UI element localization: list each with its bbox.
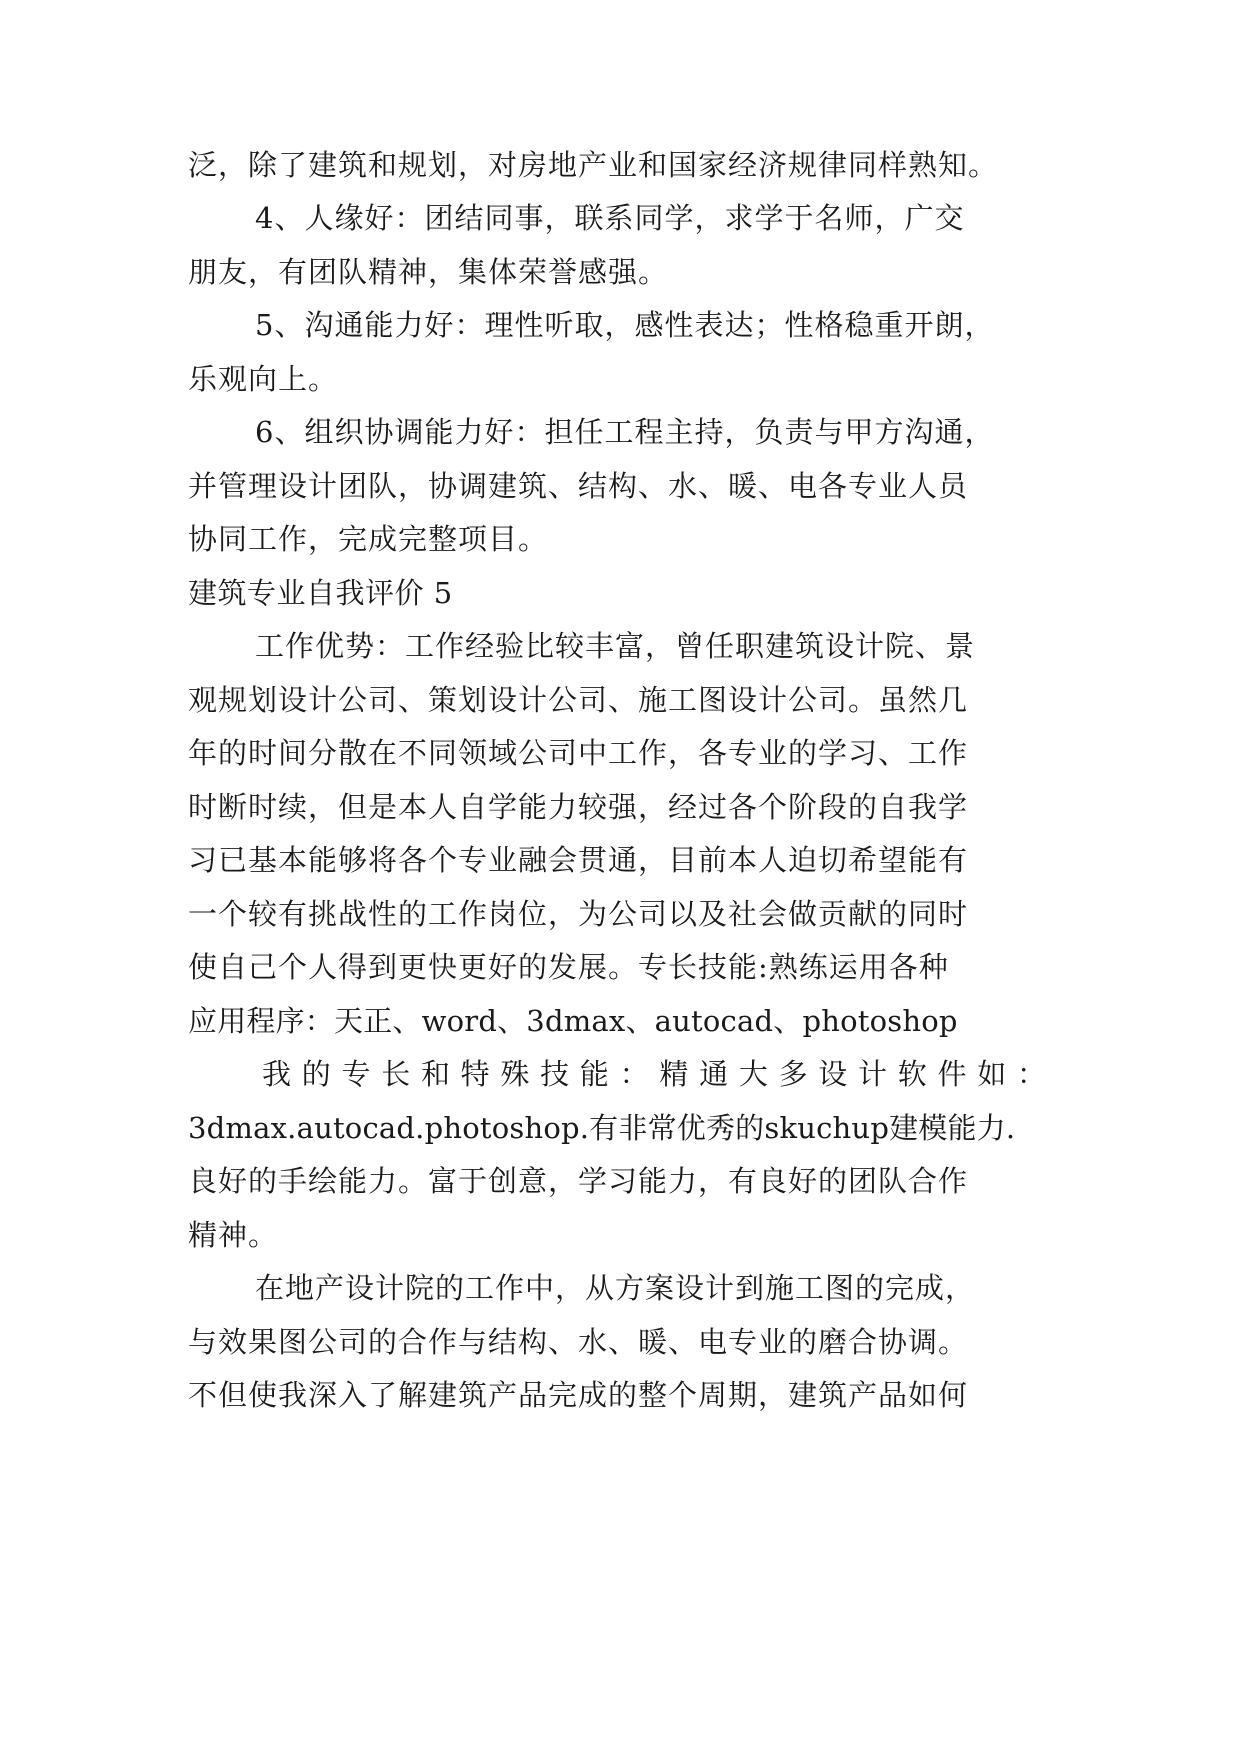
text-line: 良好的手绘能力。富于创意，学习能力，有良好的团队合作 xyxy=(188,1164,969,1198)
list-item-5: 5、沟通能力好：理性听取，感性表达；性格稳重开朗， xyxy=(255,308,995,342)
text-line: 乐观向上。 xyxy=(188,362,339,396)
text-line: 协同工作，完成完整项目。 xyxy=(188,522,549,556)
text-line: 习已基本能够将各个专业融会贯通，目前本人迫切希望能有 xyxy=(188,843,969,877)
text-line: 年的时间分散在不同领域公司中工作，各专业的学习、工作 xyxy=(188,736,969,770)
text-line: 与效果图公司的合作与结构、水、暖、电专业的磨合协调。 xyxy=(188,1325,969,1359)
text-line: 精神。 xyxy=(188,1218,279,1252)
text-line: 不但使我深入了解建筑产品完成的整个周期，建筑产品如何 xyxy=(188,1378,969,1412)
text-line: 3dmax.autocad.photoshop.有非常优秀的skuchup建模能力. xyxy=(188,1111,1016,1145)
paragraph-start: 工作优势：工作经验比较丰富，曾任职建筑设计院、景 xyxy=(255,629,976,663)
text-line: 一个较有挑战性的工作岗位，为公司以及社会做贡献的同时 xyxy=(188,897,969,931)
section-heading: 建筑专业自我评价 5 xyxy=(188,576,453,610)
list-item-4: 4、人缘好：团结同事，联系同学，求学于名师，广交 xyxy=(255,201,965,235)
paragraph-start: 我的专长和特殊技能：精通大多设计软件如： xyxy=(262,1057,1047,1091)
text-line: 应用程序：天正、word、3dmax、autocad、photoshop xyxy=(188,1004,958,1038)
text-line: 朋友，有团队精神，集体荣誉感强。 xyxy=(188,255,669,289)
text-line: 时断时续，但是本人自学能力较强，经过各个阶段的自我学 xyxy=(188,790,969,824)
paragraph-start: 在地产设计院的工作中，从方案设计到施工图的完成， xyxy=(255,1271,976,1305)
text-line: 并管理设计团队，协调建筑、结构、水、暖、电各专业人员 xyxy=(188,469,969,503)
text-line: 泛，除了建筑和规划，对房地产业和国家经济规律同样熟知。 xyxy=(188,148,999,182)
text-line: 观规划设计公司、策划设计公司、施工图设计公司。虽然几 xyxy=(188,683,969,717)
text-line: 使自己个人得到更快更好的发展。专长技能:熟练运用各种 xyxy=(188,950,949,984)
list-item-6: 6、组织协调能力好：担任工程主持，负责与甲方沟通， xyxy=(255,415,995,449)
